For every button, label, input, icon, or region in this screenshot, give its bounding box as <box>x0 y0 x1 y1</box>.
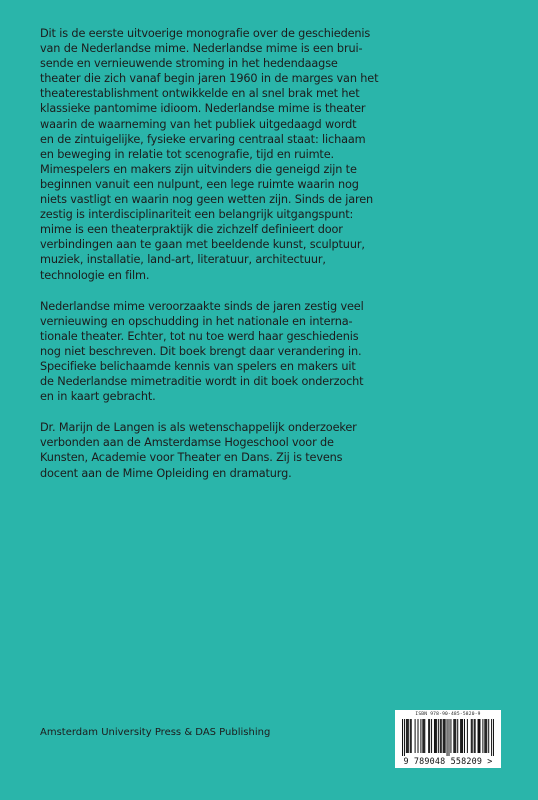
blurb-line: Dit is de eerste uitvoerige monografie over de geschiedenis <box>40 27 371 40</box>
barcode-bar <box>464 719 465 753</box>
blurb-line: muziek, installatie, land-art, literatuur, architectuur, <box>40 253 326 267</box>
barcode-bar <box>484 719 485 753</box>
barcode-bar <box>428 719 429 753</box>
barcode-bar <box>450 719 451 753</box>
blurb-line: sende en vernieuwende stroming in het hedendaagse <box>40 57 338 71</box>
barcode-bar <box>447 719 448 756</box>
barcode-bar <box>488 719 489 753</box>
author-bio-paragraph <box>40 420 510 480</box>
barcode-bar <box>482 719 483 753</box>
barcode-bar <box>479 719 480 753</box>
blurb-line: Mimespelers en makers zijn uitvinders die geneigd zijn te <box>40 162 357 176</box>
blurb-line: en in kaart gebracht. <box>40 390 156 404</box>
blurb-line: verbonden aan de Amsterdamse Hogeschool voor de <box>40 436 334 450</box>
barcode-bar <box>423 719 424 753</box>
barcode-bar <box>491 719 492 756</box>
ean-digits: 9 789048 558209 > <box>403 756 493 766</box>
barcode-bar <box>404 719 405 756</box>
barcode-bar <box>493 719 494 756</box>
barcode-bar <box>454 719 455 753</box>
blurb-line: mime is een theaterpraktijk die zichzelf definieert door <box>40 223 343 237</box>
blurb-line: Nederlandse mime veroorzaakte sinds de jaren zestig veel <box>40 299 364 313</box>
blurb-line: niets vastligt en waarin nog geen wetten zijn. Sinds de jaren <box>40 193 374 207</box>
barcode-bar <box>415 719 416 753</box>
barcode-bar <box>429 719 430 753</box>
blurb-line: beginnen vanuit een nulpunt, een lege ruimte waarin nog <box>40 177 359 191</box>
blurb-line: Kunsten, Academie voor Theater en Dans. Zij is tevens <box>40 451 343 465</box>
barcode-bar <box>462 719 463 753</box>
barcode-bar <box>455 719 456 753</box>
barcode-bar <box>467 719 468 753</box>
barcode-bar <box>410 719 411 753</box>
blurb-paragraph-2 <box>40 299 510 405</box>
barcode-bar <box>475 719 476 753</box>
barcode-bar <box>453 719 454 753</box>
isbn-label: ISBN 978-90-485-5820-9 <box>415 712 481 717</box>
blurb-line: klassieke pantomime idioom. Nederlandse mime is theater <box>40 102 366 116</box>
barcode-bar <box>411 719 412 753</box>
blurb-line: vernieuwing en opschudding in het nationale en interna- <box>40 314 353 328</box>
barcode-bar <box>420 719 421 753</box>
barcode-bar <box>440 719 441 753</box>
blurb-line: waarin de waarneming van het publiek uitgedaagd wordt <box>40 117 357 131</box>
barcode-bar <box>457 719 458 753</box>
barcode-bar <box>444 719 445 753</box>
barcode-bar <box>448 719 449 756</box>
blurb-line: nog niet beschreven. Dit boek brengt daar verandering in. <box>40 344 362 358</box>
barcode-bar <box>407 719 408 753</box>
barcode-bar <box>408 719 409 753</box>
barcode-bar <box>441 719 442 753</box>
blurb-line: de Nederlandse mimetraditie wordt in dit boek onderzocht <box>40 375 364 389</box>
blurb-line: technologie en film. <box>40 268 150 282</box>
blurb-line: theater die zich vanaf begin jaren 1960 in de marges van het <box>40 72 379 86</box>
blurb-line: van de Nederlandse mime. Nederlandse mime is een brui- <box>40 42 363 56</box>
blurb-line: Dr. Marijn de Langen is als wetenschappelijk onderzoeker <box>40 421 357 435</box>
blurb-line: verbindingen aan te gaan met beeldende kunst, sculptuur, <box>40 238 365 252</box>
barcode-bar <box>474 719 475 753</box>
barcode-bar <box>445 719 446 753</box>
barcode-bar <box>479 719 480 753</box>
barcode-bar <box>485 719 486 753</box>
barcode-bar <box>438 719 439 753</box>
blurb-line: tionale theater. Echter, tot nu toe werd haar geschiedenis <box>40 329 359 343</box>
barcode-bar <box>435 719 436 753</box>
blurb-line: docent aan de Mime Opleiding en dramaturg. <box>40 466 292 480</box>
blurb-line: zestig is interdisciplinariteit een belangrijk uitgangspunt: <box>40 208 354 222</box>
publisher-credit: Amsterdam University Press & DAS Publishing <box>40 727 271 738</box>
barcode-bar <box>436 719 437 753</box>
barcode-bar <box>402 719 403 756</box>
blurb-paragraph-1 <box>40 26 510 283</box>
barcode-bar <box>417 719 418 753</box>
isbn-barcode <box>395 710 501 768</box>
barcode-bar <box>486 719 487 753</box>
barcode-bar <box>424 719 425 753</box>
barcode-bar <box>461 719 462 753</box>
blurb-line: theaterestablishment ontwikkelde en al snel brak met het <box>40 87 360 101</box>
back-cover-blurb <box>40 26 510 497</box>
barcode-bar <box>478 719 479 753</box>
blurb-line: en beweging in relatie tot scenografie, tijd en ruimte. <box>40 147 334 161</box>
barcode-bar <box>471 719 472 753</box>
blurb-line: Specifieke belichaamde kennis van spelers en makers uit <box>40 359 356 373</box>
barcode-bar <box>434 719 435 753</box>
blurb-line: en de zintuigelijke, fysieke ervaring centraal staat: lichaam <box>40 132 366 146</box>
barcode-bars <box>402 719 494 756</box>
barcode-bar <box>422 719 423 753</box>
barcode-bar <box>443 719 444 753</box>
barcode-bar <box>460 719 461 753</box>
barcode-bar <box>406 719 407 753</box>
barcode-bar <box>431 719 432 753</box>
barcode-bar <box>472 719 473 753</box>
